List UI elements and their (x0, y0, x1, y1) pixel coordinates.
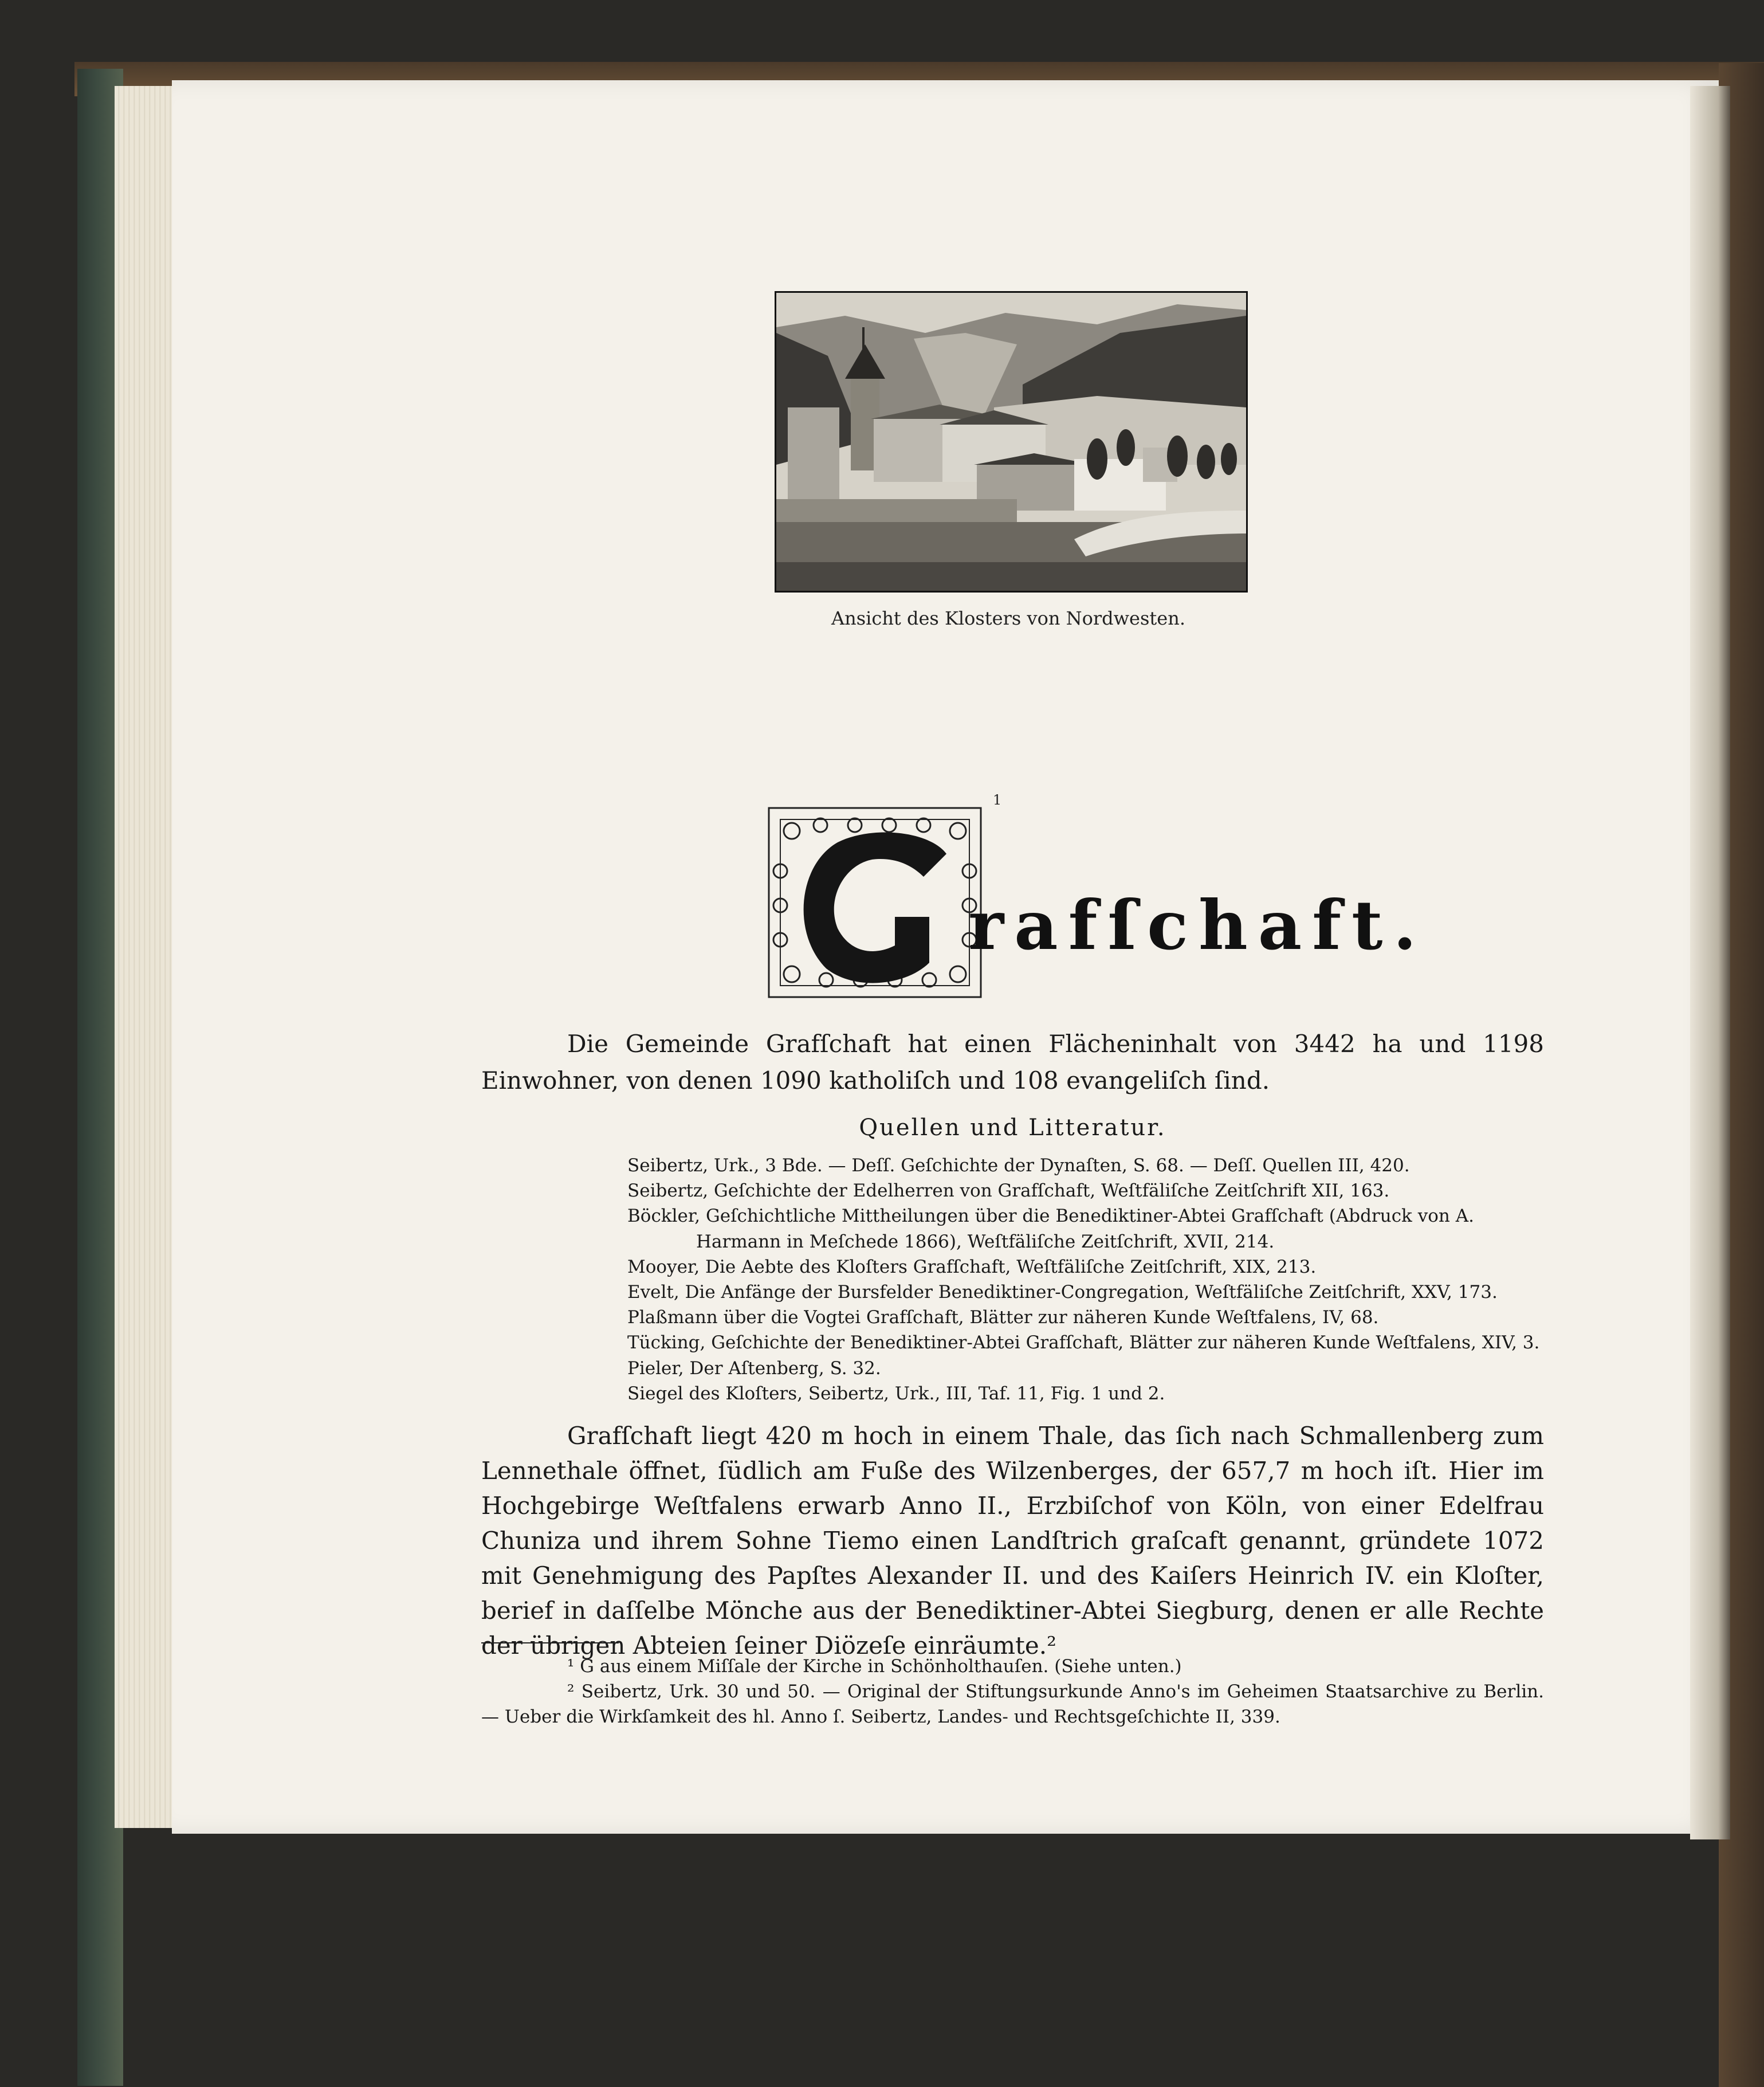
illustration-caption: Ansicht des Klosters von Nordwesten. (831, 607, 1185, 629)
source-item: Plaßmann über die Vogtei Grafſchaft, Blätter zur näheren Kunde Weſtfalens, IV, 68. (627, 1307, 1379, 1328)
monastery-engraving (775, 291, 1248, 593)
sources-heading: Quellen und Litteratur. (859, 1115, 1166, 1141)
footnote-divider (481, 1642, 619, 1643)
source-item: Seibertz, Geſchichte der Edelherren von Grafſchaft, Weſtfäliſche Zeitſchrift XII, 163. (627, 1180, 1390, 1202)
source-item: Pieler, Der Aſtenberg, S. 32. (627, 1358, 881, 1379)
sources-list (627, 1153, 1544, 1406)
history-paragraph: Grafſchaft liegt 420 m hoch in einem Thale, das ſich nach Schmallenberg zum Lennethale öffnet, ſüdlich am Fuße des Wilzenberges, der 657,7 m hoch iſt. Hier im Hochgebirge Weſtfalens erwarb Anno II., Erzbiſchof von Köln, von einer Edelfrau Chuniza und ihrem Sohne Tiemo einen Landſtrich graſcaft genannt, gründete 1072 mit Genehmigung des Papſtes Alexander II. und des Kaiſers Heinrich IV. ein Kloſter, berief in daſſelbe Mönche aus der Benediktiner-Abtei Siegburg, denen er alle Rechte der übrigen Abteien ſeiner Diözeſe einräumte.² (481, 1422, 1544, 1660)
intro-paragraph: Die Gemeinde Grafſchaft hat einen Flächeninhalt von 3442 ha und 1198 Einwohner, von denen 1090 katholiſch und 108 evangeliſch ſind. (481, 1030, 1544, 1095)
footnote-2: ² Seibertz, Urk. 30 und 50. — Original der Stiftungsurkunde Anno's im Geheimen Staatsarchive zu Berlin. — Ueber die Wirkſamkeit des hl. Anno ſ. Seibertz, Landes- und Rechtsgeſchichte II, 339. (481, 1681, 1544, 1727)
engraving-illustration (776, 293, 1246, 591)
source-item: Seibertz, Urk., 3 Bde. — Deſſ. Geſchichte der Dynaſten, S. 68. — Deſſ. Quellen III, 420. (627, 1155, 1410, 1176)
footnote-1: ¹ G aus einem Miſſale der Kirche in Schönholthauſen. (Siehe unten.) (567, 1656, 1182, 1677)
footnote-marker: 1 (993, 792, 1002, 808)
initial-g-ornament (757, 802, 987, 1003)
source-item: Evelt, Die Anfänge der Bursfelder Benediktiner-Congregation, Weſtfäliſche Zeitſchrift, XXV, 173. (627, 1282, 1498, 1303)
decorated-initial-g (757, 802, 987, 1003)
source-item: Mooyer, Die Aebte des Kloſters Grafſchaft, Weſtfäliſche Zeitſchrift, XIX, 213. (627, 1256, 1317, 1277)
footnotes (481, 1654, 1544, 1729)
page-gutter (1690, 86, 1730, 1839)
source-item: Siegel des Kloſters, Seibertz, Urk., III, Taf. 11, Fig. 1 und 2. (627, 1383, 1165, 1404)
source-item: Böckler, Geſchichtliche Mittheilungen über die Benediktiner-Abtei Grafſchaft (Abdruck von A. Harmann in Meſchede 1866), Weſtfäliſche Zeitſchrift, XVII, 214. (627, 1206, 1474, 1252)
source-item: Tücking, Geſchichte der Benediktiner-Abtei Grafſchaft, Blätter zur näheren Kunde Weſtfalens, XIV, 3. (627, 1332, 1540, 1354)
page-title: rafſchaft. (968, 885, 1427, 965)
